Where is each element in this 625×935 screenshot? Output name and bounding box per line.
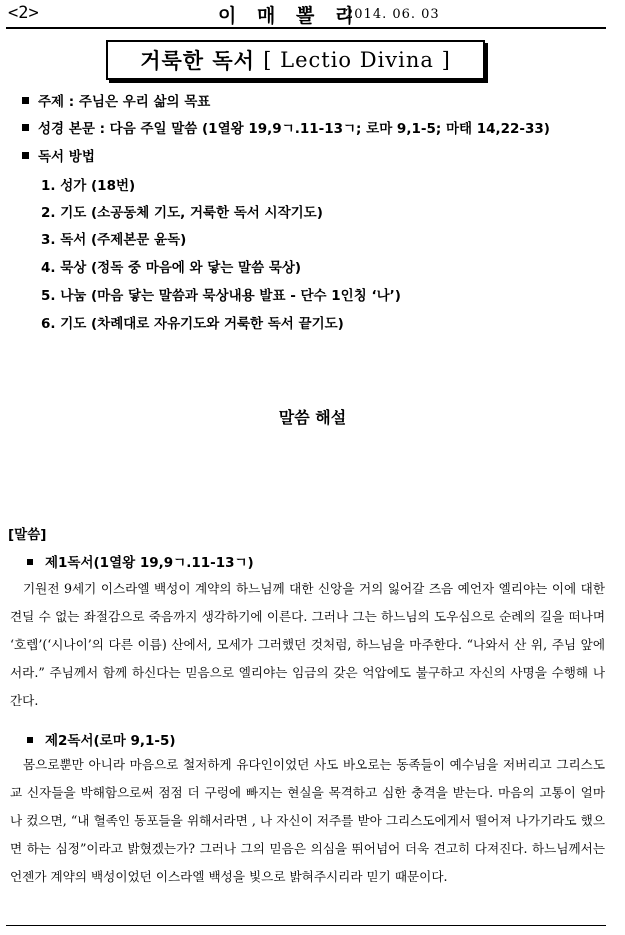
page-number: <2> xyxy=(8,3,39,23)
step-item: 3. 독서 (주제본문 윤독) xyxy=(41,232,187,248)
info-method: 독서 방법 xyxy=(22,145,95,165)
info-scripture: 성경 본문 : 다음 주일 말씀 (1열왕 19,9ㄱ.11-13ㄱ; 로마 9,1-5; 마태 14,22-33) xyxy=(22,117,550,137)
step-item: 5. 나눔 (마음 닿는 말씀과 묵상내용 발표 - 단수 1인칭 ‘나’) xyxy=(41,288,401,304)
commentary-title: 말씀 해설 xyxy=(278,408,347,427)
issue-date: 2014. 06. 03 xyxy=(345,7,440,22)
reading-2-text: 몸으로뿐만 아니라 마음으로 철저하게 유다인이었던 사도 바오로는 동족들이 예수님을 저버리고 그리스도교 신자들을 박해함으로써 점점 더 구렁에 빠지는 현실을 목격하고 심한 충격을 받는다. 마음의 고통이 얼마나 컸으면, “내 혈족인 동포들을 위해서라면 , 나 자신이 저주를 받아 그리스도에게서 떨어져 나가기라도 했으면 하는 심정”이라고 밝혔겠는가? 그러나 그의 믿음은 의심을 뛰어넘어 더욱 견고히 다져진다. 하느님께서는 언젠가 계약의 백성이었던 이스라엘 백성을 빛으로 밝혀주시리라 믿기 때문이다. xyxy=(10,757,605,884)
square-bullet-icon xyxy=(27,737,33,743)
step-item: 1. 성가 (18번) xyxy=(41,178,136,194)
header-rule xyxy=(6,27,606,29)
title-latin: [ Lectio Divina ] xyxy=(263,48,451,72)
newsletter-title: 이 매 뽈 리 xyxy=(218,5,361,27)
step-item: 2. 기도 (소공동체 기도, 거룩한 독서 시작기도) xyxy=(41,205,323,221)
step-item: 4. 묵상 (정독 중 마음에 와 닿는 말씀 묵상) xyxy=(41,260,302,276)
page-header xyxy=(0,0,608,26)
square-bullet-icon xyxy=(22,97,29,104)
reading-1-text: 기원전 9세기 이스라엘 백성이 계약의 하느님께 대한 신앙을 거의 잃어갈 즈음 예언자 엘리야는 이에 대한 견딜 수 없는 좌절감으로 죽음까지 생각하기에 이른다. 그러나 그는 하느님의 도우심으로 순례의 길을 떠나며 ‘호렙’(‘시나이’의 다른 이름) 산에서, 모세가 그러했던 것처럼, 하느님을 마주한다. “나와서 산 위, 주님 앞에 서라.” 주님께서 함께 하신다는 믿음으로 엘리야는 임금의 갖은 억압에도 불구하고 자신의 사명을 수행해 나간다. xyxy=(10,581,605,708)
step-item: 6. 기도 (차례대로 자유기도와 거룩한 독서 끝기도) xyxy=(41,316,344,332)
reading-1-heading: 제1독서(1열왕 19,9ㄱ.11-13ㄱ) xyxy=(27,551,254,571)
info-theme: 주제 : 주님은 우리 삶의 목표 xyxy=(22,90,210,110)
word-label: [말씀] xyxy=(8,527,47,543)
square-bullet-icon xyxy=(22,124,29,131)
square-bullet-icon xyxy=(22,152,29,159)
square-bullet-icon xyxy=(27,559,33,565)
footer-rule xyxy=(6,925,606,926)
reading-2-heading: 제2독서(로마 9,1-5) xyxy=(27,729,176,749)
title-korean: 거룩한 독서 xyxy=(140,49,255,73)
document-title xyxy=(106,40,485,80)
